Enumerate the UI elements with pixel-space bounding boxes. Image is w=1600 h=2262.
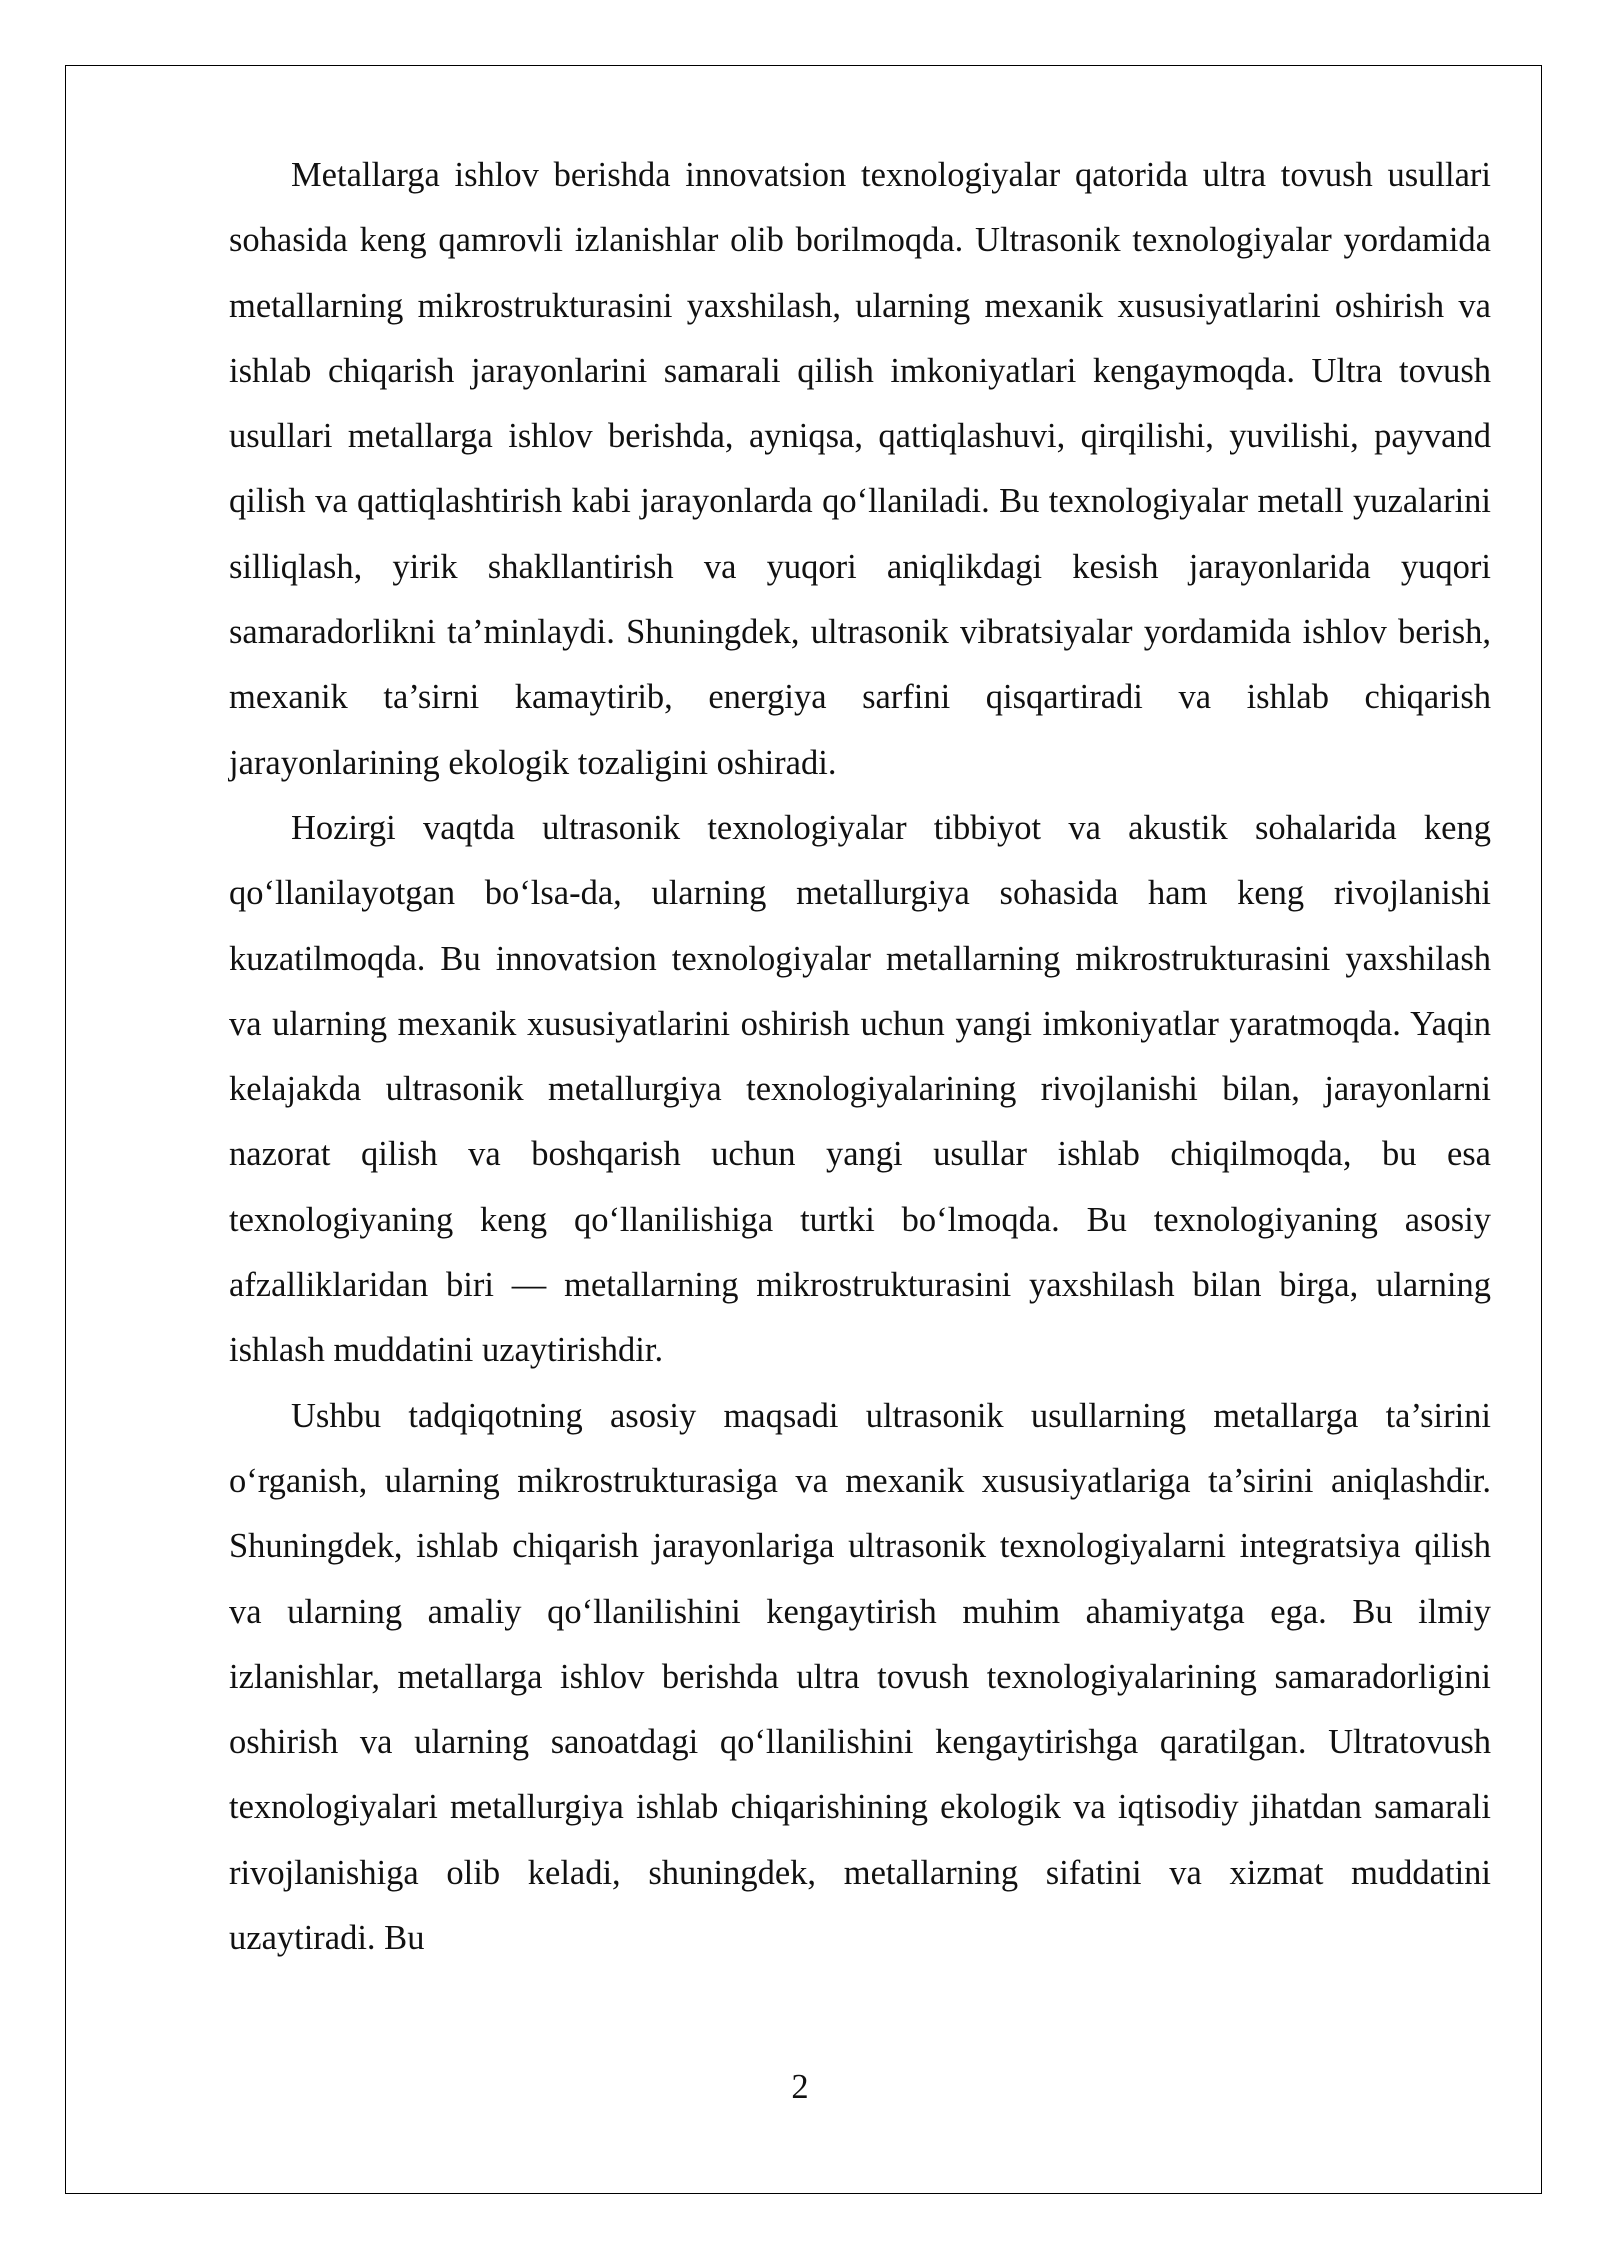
- paragraph-1: Metallarga ishlov berishda innovatsion texnologiyalar qatorida ultra tovush usullari sohasida keng qamrovli izlanishlar olib borilmoqda. Ultrasonik texnologiyalar yordamida metallarning mikrostrukturasini yaxshilash, ularning mexanik xususiyatlarini oshirish va ishlab chiqarish jarayonlarini samarali qilish imkoniyatlari kengaymoqda. Ultra tovush usullari metallarga ishlov berishda, ayniqsa, qattiqlashuvi, qirqilishi, yuvilishi, payvand qilish va qattiqlashtirish kabi jarayonlarda qo‘llaniladi. Bu texnologiyalar metall yuzalarini silliqlash, yirik shakllantirish va yuqori aniqlikdagi kesish jarayonlarida yuqori samaradorlikni ta’minlaydi. Shuningdek, ultrasonik vibratsiyalar yordamida ishlov berish, mexanik ta’sirni kamaytirib, energiya sarfini qisqartiradi va ishlab chiqarish jarayonlarining ekologik tozaligini oshiradi.: [229, 156, 1491, 782]
- paragraph-3: Ushbu tadqiqotning asosiy maqsadi ultrasonik usullarning metallarga ta’sirini o‘rganish, ularning mikrostrukturasiga va mexanik xususiyatlariga ta’sirini aniqlashdir. Shuningdek, ishlab chiqarish jarayonlariga ultrasonik texnologiyalarni integratsiya qilish va ularning amaliy qo‘llanilishini kengaytirish muhim ahamiyatga ega. Bu ilmiy izlanishlar, metallarga ishlov berishda ultra tovush texnologiyalarining samaradorligini oshirish va ularning sanoatdagi qo‘llanilishini kengaytirishga qaratilgan. Ultratovush texnologiyalari metallurgiya ishlab chiqarishining ekologik va iqtisodiy jihatdan samarali rivojlanishiga olib keladi, shuningdek, metallarning sifatini va xizmat muddatini uzaytiradi. Bu: [229, 1396, 1491, 1958]
- paragraph-2: Hozirgi vaqtda ultrasonik texnologiyalar tibbiyot va akustik sohalarida keng qo‘llanilayotgan bo‘lsa-da, ularning metallurgiya sohasida ham keng rivojlanishi kuzatilmoqda. Bu innovatsion texnologiyalar metallarning mikrostrukturasini yaxshilash va ularning mexanik xususiyatlarini oshirish uchun yangi imkoniyatlar yaratmoqda. Yaqin kelajakda ultrasonik metallurgiya texnologiyalarining rivojlanishi bilan, jarayonlarni nazorat qilish va boshqarish uchun yangi usullar ishlab chiqilmoqda, bu esa texnologiyaning keng qo‘llanilishiga turtki bo‘lmoqda. Bu texnologiyaning asosiy afzalliklaridan biri — metallarning mikrostrukturasini yaxshilash bilan birga, ularning ishlash muddatini uzaytirishdir.: [229, 808, 1491, 1370]
- page-number: 2: [791, 2068, 809, 2106]
- document-body: [229, 143, 1491, 1971]
